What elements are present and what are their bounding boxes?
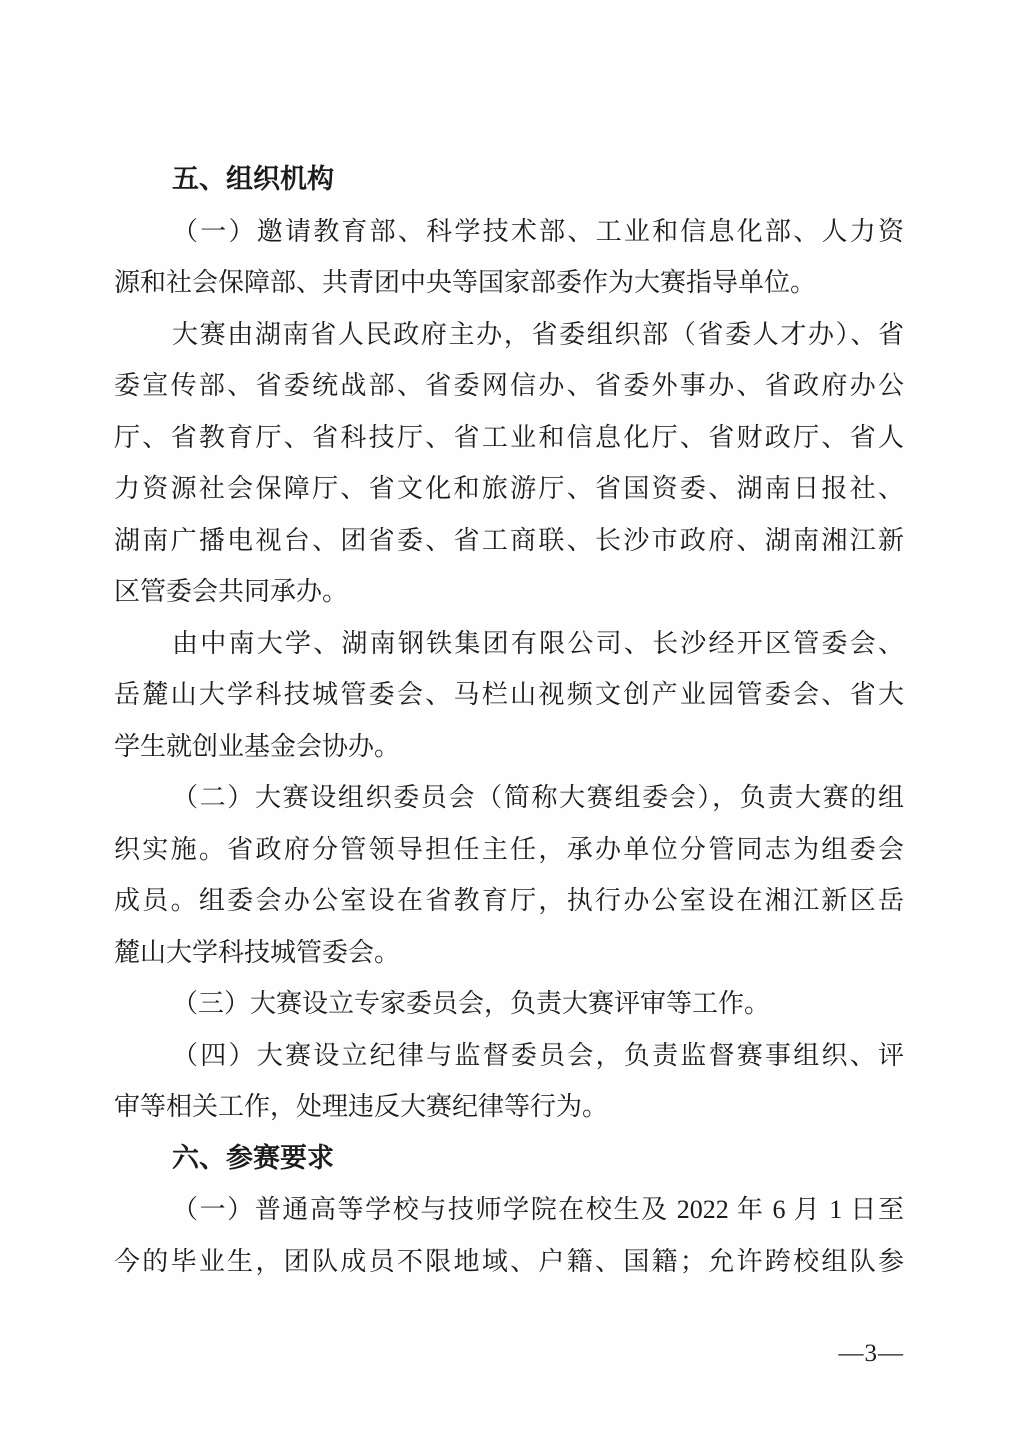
page-number: —3— <box>838 1340 904 1367</box>
doc-line: （一）普通高等学校与技师学院在校生及 2022 年 6 月 1 日至 <box>172 1195 904 1224</box>
doc-line: 委宣传部、省委统战部、省委网信办、省委外事办、省政府办公 <box>114 371 904 400</box>
doc-line: 湖南广播电视台、团省委、省工商联、长沙市政府、湖南湘江新 <box>114 525 904 555</box>
doc-line: 学生就创业基金会协办。 <box>114 731 401 761</box>
doc-line: （三）大赛设立专家委员会，负责大赛评审等工作。 <box>172 989 771 1018</box>
section-heading-requirements: 六、参赛要求 <box>172 1142 334 1173</box>
doc-line: （二）大赛设组织委员会（简称大赛组委会），负责大赛的组 <box>172 783 904 812</box>
doc-line: 成员。组委会办公室设在省教育厅，执行办公室设在湘江新区岳 <box>114 886 904 915</box>
doc-line: 区管委会共同承办。 <box>114 577 349 606</box>
section-heading-organization: 五、组织机构 <box>172 164 334 194</box>
doc-line: 织实施。省政府分管领导担任主任，承办单位分管同志为组委会 <box>114 834 904 864</box>
doc-line: 今的毕业生，团队成员不限地域、户籍、国籍；允许跨校组队参 <box>114 1246 904 1276</box>
document-body <box>114 154 904 1287</box>
doc-line: 审等相关工作，处理违反大赛纪律等行为。 <box>114 1092 609 1121</box>
doc-line: （四）大赛设立纪律与监督委员会，负责监督赛事组织、评 <box>172 1040 904 1070</box>
doc-line: 岳麓山大学科技城管委会、马栏山视频文创产业园管委会、省大 <box>114 680 904 709</box>
doc-line: 大赛由湖南省人民政府主办，省委组织部（省委人才办）、省 <box>172 319 904 349</box>
doc-line: （一）邀请教育部、科学技术部、工业和信息化部、人力资 <box>172 216 904 246</box>
doc-line: 力资源社会保障厅、省文化和旅游厅、省国资委、湖南日报社、 <box>114 474 904 503</box>
doc-line: 由中南大学、湖南钢铁集团有限公司、长沙经开区管委会、 <box>172 628 904 658</box>
doc-line: 厅、省教育厅、省科技厅、省工业和信息化厅、省财政厅、省人 <box>114 422 904 452</box>
doc-line: 麓山大学科技城管委会。 <box>114 937 401 967</box>
doc-line: 源和社会保障部、共青团中央等国家部委作为大赛指导单位。 <box>114 268 817 297</box>
